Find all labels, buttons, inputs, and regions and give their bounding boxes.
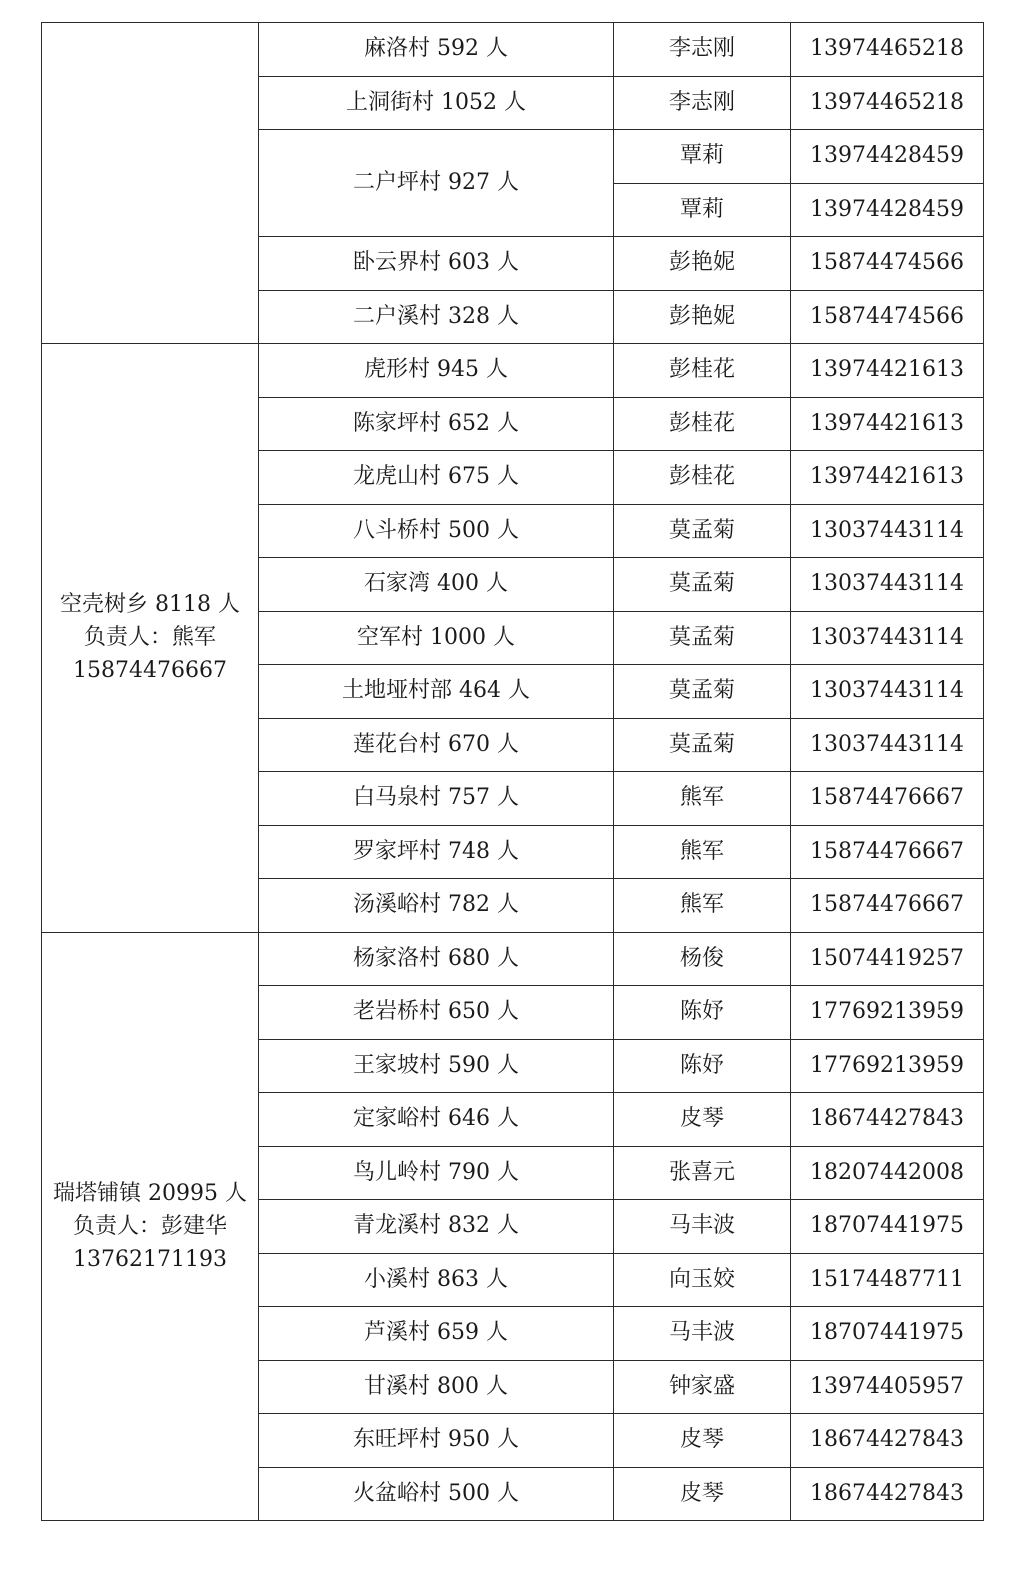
contact-phone: 15874474566 (791, 290, 984, 344)
contact-name: 向玉姣 (614, 1253, 791, 1307)
table-row (42, 23, 984, 77)
contact-phone: 13974428459 (791, 130, 984, 184)
village-cell: 王家坡村 590 人 (259, 1039, 614, 1093)
contact-phone: 13974465218 (791, 76, 984, 130)
contact-name: 覃莉 (614, 130, 791, 184)
village-cell: 二户坪村 927 人 (259, 130, 614, 237)
contact-phone: 13037443114 (791, 611, 984, 665)
contact-name: 马丰波 (614, 1307, 791, 1361)
contact-name: 皮琴 (614, 1467, 791, 1521)
table-row (42, 344, 984, 398)
village-cell: 白马泉村 757 人 (259, 772, 614, 826)
town-line: 15874476667 (73, 658, 227, 684)
contact-phone: 13974465218 (791, 23, 984, 77)
town-cell (42, 932, 259, 1521)
village-cell: 罗家坪村 748 人 (259, 825, 614, 879)
town-line: 负责人：彭建华 (72, 1213, 227, 1239)
village-cell: 火盆峪村 500 人 (259, 1467, 614, 1521)
contact-name: 彭桂花 (614, 344, 791, 398)
contact-phone: 15174487711 (791, 1253, 984, 1307)
contact-name: 钟家盛 (614, 1360, 791, 1414)
town-line: 13762171193 (73, 1246, 227, 1272)
village-cell: 陈家坪村 652 人 (259, 397, 614, 451)
contact-phone: 18674427843 (791, 1467, 984, 1521)
village-cell: 龙虎山村 675 人 (259, 451, 614, 505)
contact-phone: 15874476667 (791, 825, 984, 879)
contact-name: 马丰波 (614, 1200, 791, 1254)
village-cell: 空军村 1000 人 (259, 611, 614, 665)
town-line: 空壳树乡 8118 人 (60, 592, 240, 618)
contact-phone: 13037443114 (791, 504, 984, 558)
contact-name: 张喜元 (614, 1146, 791, 1200)
contact-name: 莫孟菊 (614, 558, 791, 612)
contact-name: 杨俊 (614, 932, 791, 986)
contact-phone: 13974428459 (791, 183, 984, 237)
village-cell: 杨家洛村 680 人 (259, 932, 614, 986)
contact-name: 熊军 (614, 825, 791, 879)
contact-phone: 15874474566 (791, 237, 984, 291)
town-line: 瑞塔铺镇 20995 人 (53, 1180, 247, 1206)
contact-phone: 17769213959 (791, 1039, 984, 1093)
village-cell: 青龙溪村 832 人 (259, 1200, 614, 1254)
contact-name: 彭桂花 (614, 451, 791, 505)
contact-name: 彭艳妮 (614, 290, 791, 344)
village-cell: 甘溪村 800 人 (259, 1360, 614, 1414)
village-cell: 东旺坪村 950 人 (259, 1414, 614, 1468)
contact-name: 陈妤 (614, 1039, 791, 1093)
contact-name: 彭艳妮 (614, 237, 791, 291)
contact-name: 皮琴 (614, 1414, 791, 1468)
village-cell: 定家峪村 646 人 (259, 1093, 614, 1147)
village-cell: 八斗桥村 500 人 (259, 504, 614, 558)
contact-name: 彭桂花 (614, 397, 791, 451)
contact-name: 皮琴 (614, 1093, 791, 1147)
contact-phone: 13974421613 (791, 451, 984, 505)
contact-name: 李志刚 (614, 23, 791, 77)
village-cell: 芦溪村 659 人 (259, 1307, 614, 1361)
contact-phone: 18707441975 (791, 1200, 984, 1254)
village-cell: 石家湾 400 人 (259, 558, 614, 612)
contact-name: 李志刚 (614, 76, 791, 130)
contact-phone: 13037443114 (791, 665, 984, 719)
contact-phone: 15074419257 (791, 932, 984, 986)
contact-name: 覃莉 (614, 183, 791, 237)
contact-table (41, 22, 984, 1521)
village-cell: 老岩桥村 650 人 (259, 986, 614, 1040)
contact-phone: 15874476667 (791, 879, 984, 933)
contact-phone: 18674427843 (791, 1093, 984, 1147)
contact-phone: 18674427843 (791, 1414, 984, 1468)
contact-phone: 15874476667 (791, 772, 984, 826)
table-row (42, 932, 984, 986)
contact-name: 莫孟菊 (614, 504, 791, 558)
village-cell: 鸟儿岭村 790 人 (259, 1146, 614, 1200)
village-cell: 土地垭村部 464 人 (259, 665, 614, 719)
village-cell: 汤溪峪村 782 人 (259, 879, 614, 933)
contact-phone: 13974421613 (791, 344, 984, 398)
contact-name: 陈妤 (614, 986, 791, 1040)
village-cell: 虎形村 945 人 (259, 344, 614, 398)
contact-phone: 13974405957 (791, 1360, 984, 1414)
village-cell: 二户溪村 328 人 (259, 290, 614, 344)
contact-phone: 13974421613 (791, 397, 984, 451)
contact-phone: 18207442008 (791, 1146, 984, 1200)
village-cell: 莲花台村 670 人 (259, 718, 614, 772)
contact-name: 熊军 (614, 772, 791, 826)
contact-name: 熊军 (614, 879, 791, 933)
contact-name: 莫孟菊 (614, 665, 791, 719)
contact-phone: 13037443114 (791, 558, 984, 612)
village-cell: 卧云界村 603 人 (259, 237, 614, 291)
town-line: 负责人：熊军 (83, 625, 216, 651)
contact-phone: 17769213959 (791, 986, 984, 1040)
town-cell (42, 344, 259, 933)
contact-phone: 13037443114 (791, 718, 984, 772)
village-cell: 麻洛村 592 人 (259, 23, 614, 77)
village-cell: 小溪村 863 人 (259, 1253, 614, 1307)
contact-name: 莫孟菊 (614, 718, 791, 772)
contact-phone: 18707441975 (791, 1307, 984, 1361)
contact-name: 莫孟菊 (614, 611, 791, 665)
town-cell (42, 23, 259, 344)
village-cell: 上洞街村 1052 人 (259, 76, 614, 130)
